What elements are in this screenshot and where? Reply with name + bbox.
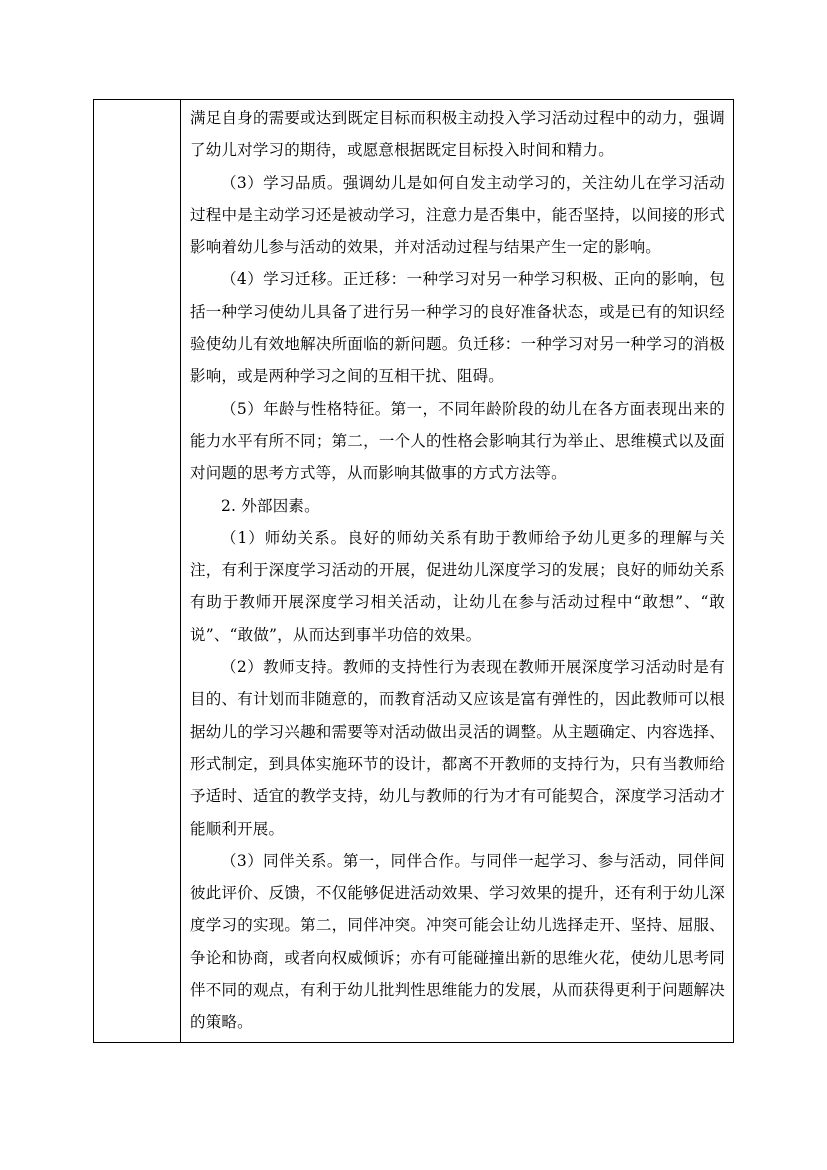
- table-text-cell: [182, 100, 733, 1042]
- table-left-column: [94, 100, 181, 1042]
- heading-external-factors: 2. 外部因素。: [221, 496, 320, 515]
- paragraph-teacher-support: （2）教师支持。教师的支持性行为表现在教师开展深度学习活动时是有目的、有计划而非随意的，而教育活动又应该是富有弹性的，因此教师可以根据幼儿的学习兴趣和需要等对活动做出灵活的调整。从主题确定、内容选择、形式制定，到具体实施环节的设计，都离不开教师的支持行为，只有当教师给予适时、适宜的教学支持，幼儿与教师的行为才有可能契合，深度学习活动才能顺利开展。: [190, 658, 725, 838]
- paragraph-peer-relationship: （3）同伴关系。第一，同伴合作。与同伴一起学习、参与活动，同伴间彼此评价、反馈，不仅能够促进活动效果、学习效果的提升，还有利于幼儿深度学习的实现。第二，同伴冲突。冲突可能会让幼儿选择走开、坚持、屈服、争论和协商，或者向权威倾诉；亦有可能碰撞出新的思维火花，使幼儿思考同伴不同的观点，有利于幼儿批判性思维能力的发展，从而获得更利于问题解决的策略。: [190, 851, 725, 1032]
- paragraph-age-personality: （5）年龄与性格特征。第一，不同年龄阶段的幼儿在各方面表现出来的能力水平有所不同；第二，一个人的性格会影响其行为举止、思维模式以及面对问题的思考方式等，从而影响其做事的方式方法等。: [190, 399, 725, 483]
- paragraph-learning-quality: （3）学习品质。强调幼儿是如何自发主动学习的，关注幼儿在学习活动过程中是主动学习还是被动学习，注意力是否集中，能否坚持，以间接的形式影响着幼儿参与活动的效果，并对活动过程与结果产生一定的影响。: [190, 173, 725, 257]
- paragraph-teacher-child-relationship: （1）师幼关系。良好的师幼关系有助于教师给予幼儿更多的理解与关注，有利于深度学习活动的开展，促进幼儿深度学习的发展；良好的师幼关系有助于教师开展深度学习相关活动，让幼儿在参与活动过程中“敢想”、“敢说”、“敢做”，从而达到事半功倍的效果。: [190, 528, 725, 644]
- paragraph-motivation-continued: 满足自身的需要或达到既定目标而积极主动投入学习活动过程中的动力，强调了幼儿对学习的期待，或愿意根据既定目标投入时间和精力。: [190, 109, 725, 160]
- content-table: [93, 99, 734, 1043]
- paragraph-learning-transfer: （4）学习迁移。正迁移：一种学习对另一种学习积极、正向的影响，包括一种学习使幼儿具备了进行另一种学习的良好准备状态，或是已有的知识经验使幼儿有效地解决所面临的新问题。负迁移：一种学习对另一种学习的消极影响，或是两种学习之间的互相干扰、阻碍。: [190, 270, 725, 386]
